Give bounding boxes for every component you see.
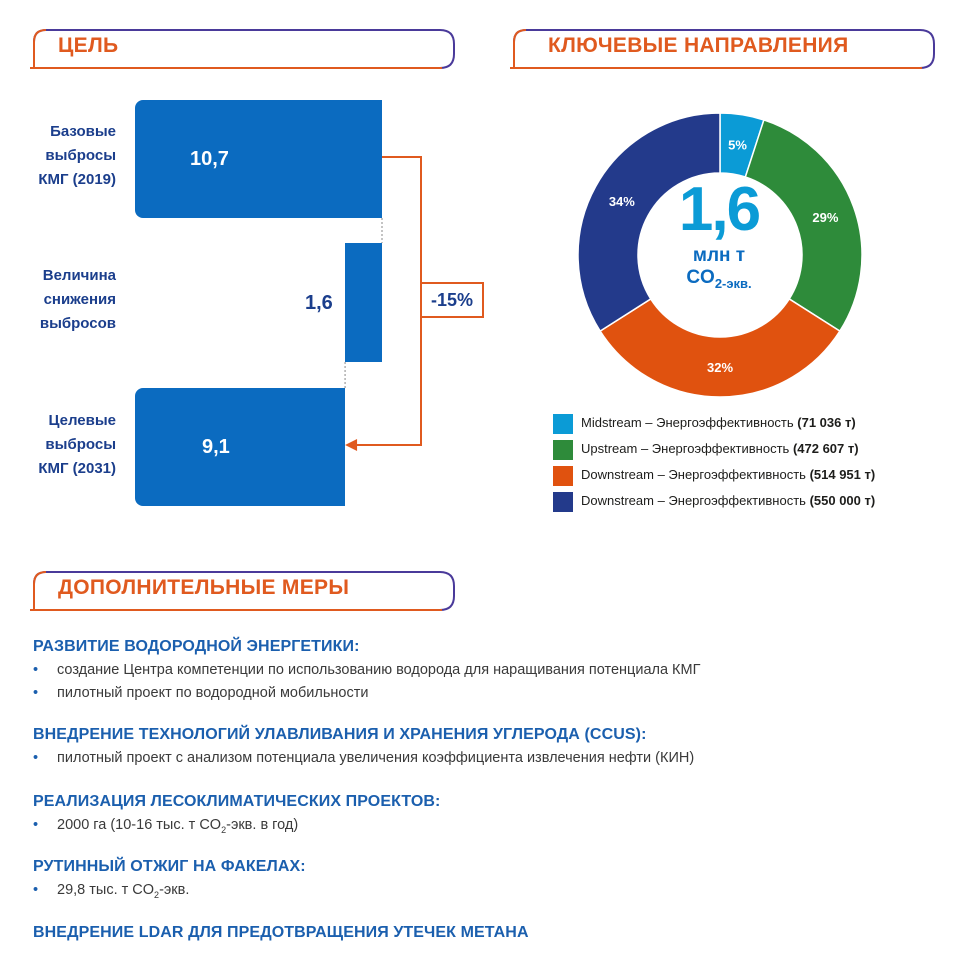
- bar-category-label-line: Целевые: [48, 412, 116, 429]
- measure-item: [33, 882, 189, 900]
- legend-amount: (550 000 т): [809, 493, 876, 508]
- legend-item: [553, 439, 875, 465]
- bar-connectors: [0, 0, 500, 520]
- measure-item-subscript: 2: [221, 824, 227, 835]
- bullet-icon: •: [33, 817, 39, 833]
- bar-category-label-line: КМГ (2019): [38, 171, 116, 188]
- legend-swatch: [553, 466, 573, 486]
- legend-label: Downstream – Энергоэффективность: [581, 493, 810, 508]
- legend-label: Midstream – Энергоэффективность: [581, 415, 798, 430]
- bar-value-label: 1,6: [305, 291, 333, 314]
- measure-title: РЕАЛИЗАЦИЯ ЛЕСОКЛИМАТИЧЕСКИХ ПРОЕКТОВ:: [33, 793, 441, 810]
- bar-category-label-line: выбросов: [39, 315, 116, 332]
- bar-value-label: 9,1: [202, 436, 230, 458]
- measure-item-text: 29,8 тыс. т CO: [57, 882, 155, 898]
- measure-title: ВНЕДРЕНИЕ LDAR ДЛЯ ПРЕДОТВРАЩЕНИЯ УТЕЧЕК МЕТАНА: [33, 924, 529, 941]
- bar-category-label-line: выбросы: [45, 147, 116, 164]
- legend-amount: (472 607 т): [792, 441, 859, 456]
- directions-title: КЛЮЧЕВЫЕ НАПРАВЛЕНИЯ: [548, 34, 849, 57]
- measure-item-text: -экв. в год): [226, 817, 299, 833]
- legend-amount: (514 951 т): [809, 467, 876, 482]
- bullet-icon: •: [33, 685, 39, 701]
- measure-title: ВНЕДРЕНИЕ ТЕХНОЛОГИЙ УЛАВЛИВАНИЯ И ХРАНЕНИЯ УГЛЕРОДА (CCUS):: [33, 726, 647, 743]
- measures-title: ДОПОЛНИТЕЛЬНЫЕ МЕРЫ: [58, 576, 350, 599]
- legend-item: [553, 413, 875, 439]
- bar-category-label-line: КМГ (2031): [38, 460, 116, 477]
- legend-swatch: [553, 492, 573, 512]
- donut-slice-label: 5%: [728, 137, 747, 153]
- measure-item-subscript: 2: [154, 889, 160, 900]
- legend-swatch: [553, 414, 573, 434]
- measure-item: [33, 817, 298, 835]
- reduction-arrow-line: [355, 318, 421, 445]
- measures-section-header: [30, 566, 458, 610]
- measure-item-text: 2000 га (10-16 тыс. т CO: [57, 817, 222, 833]
- donut-center-value: 1,6: [678, 175, 760, 244]
- donut-center-unit: млн т: [692, 245, 746, 266]
- goal-title: ЦЕЛЬ: [58, 34, 119, 57]
- measure-title: РУТИННЫЙ ОТЖИГ НА ФАКЕЛАХ:: [33, 858, 306, 875]
- reduction-percent-badge: -15%: [420, 282, 484, 318]
- bar-category-label-line: Величина: [42, 267, 116, 284]
- measure-item-text: пилотный проект с анализом потенциала увеличения коэффициента извлечения нефти (КИН): [57, 750, 695, 766]
- bullet-icon: •: [33, 662, 39, 678]
- bar-category-label-line: выбросы: [45, 436, 116, 453]
- measure-item-text: пилотный проект по водородной мобильности: [57, 685, 369, 701]
- legend-label: Downstream – Энергоэффективность: [581, 467, 810, 482]
- legend-item: [553, 491, 875, 517]
- measure-item: [33, 685, 368, 701]
- measure-item-text: создание Центра компетенции по использованию водорода для наращивания потенциала КМГ: [57, 662, 701, 678]
- measure-item-text: -экв.: [159, 882, 190, 898]
- donut-center-sub-main: CO: [686, 267, 715, 288]
- reduction-arrow-head: [345, 439, 357, 451]
- measure-item: [33, 750, 694, 766]
- donut-center-sub: [640, 267, 798, 295]
- bullet-icon: •: [33, 882, 39, 898]
- donut-slice-3: [600, 299, 840, 397]
- donut-slice-label: 29%: [812, 210, 839, 226]
- bar-category-label-line: Базовые: [50, 123, 116, 140]
- donut-center-sub-index: 2-экв.: [714, 275, 752, 291]
- legend-swatch: [553, 440, 573, 460]
- measure-item: [33, 662, 700, 678]
- bullet-icon: •: [33, 750, 39, 766]
- reduction-arrow-line: [382, 157, 421, 282]
- donut-slice-label: 32%: [706, 360, 734, 375]
- directions-section-header: [510, 24, 938, 68]
- bar-category-label-line: снижения: [43, 291, 116, 308]
- donut-center-label: [640, 175, 798, 295]
- legend-item: [553, 465, 875, 491]
- measure-title: РАЗВИТИЕ ВОДОРОДНОЙ ЭНЕРГЕТИКИ:: [33, 638, 360, 655]
- bar-value-label: 10,7: [190, 148, 229, 170]
- legend-label: Upstream – Энергоэффективность: [581, 441, 793, 456]
- donut-legend: [553, 413, 875, 517]
- legend-amount: (71 036 т): [797, 415, 856, 430]
- donut-slice-label: 34%: [608, 194, 635, 210]
